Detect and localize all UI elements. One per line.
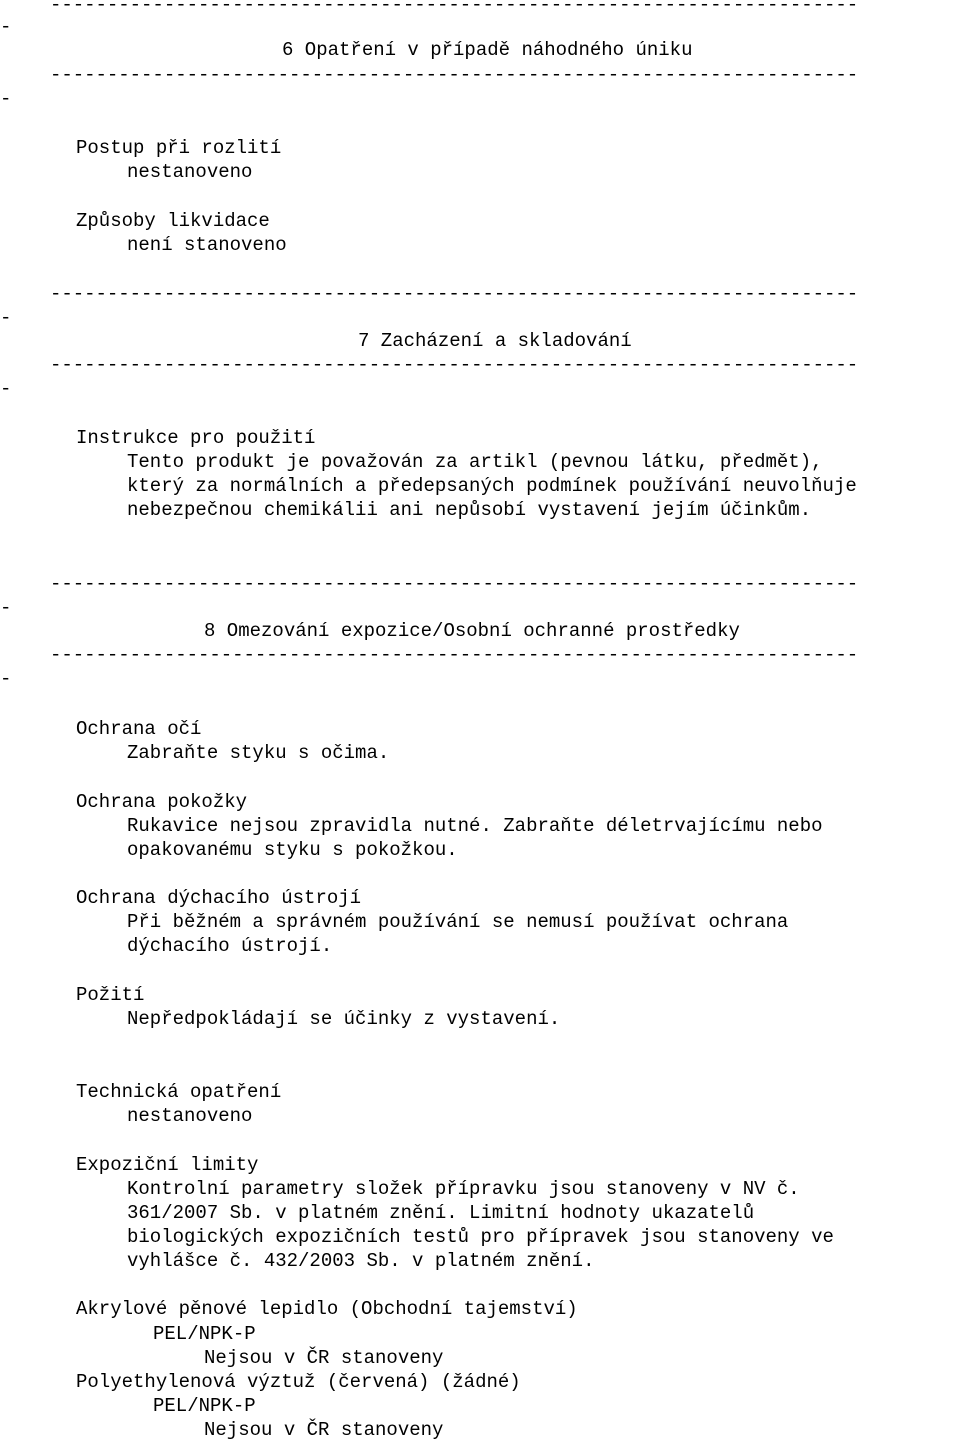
item-label: Ochrana očí [76, 718, 202, 740]
section-rule-top: ----------------------------------------------------------------------- [50, 0, 859, 12]
item-value: biologických expozičních testů pro přípravek jsou stanoveny ve [127, 1226, 834, 1248]
section-rule-top: ----------------------------------------------------------------------- [50, 287, 859, 301]
item-value: Nepředpokládají se účinky z vystavení. [127, 1008, 561, 1030]
item-value: který za normálních a předepsaných podmínek používání neuvolňuje [127, 475, 857, 497]
section-8-heading: 8 Omezování expozice/Osobní ochranné prostředky [204, 620, 740, 642]
line-marker: - [0, 597, 12, 619]
component-limit-value: Nejsou v ČR stanoveny [204, 1347, 444, 1369]
component-name: Akrylové pěnové lepidlo (Obchodní tajemství) [76, 1298, 578, 1320]
item-value: Zabraňte styku s očima. [127, 742, 390, 764]
item-value: 361/2007 Sb. v platném znění. Limitní hodnoty ukazatelů [127, 1202, 755, 1224]
section-rule-top: ----------------------------------------------------------------------- [50, 577, 859, 591]
item-label: Ochrana dýchacího ústrojí [76, 887, 362, 909]
item-label: Požití [76, 984, 145, 1006]
line-marker: - [0, 16, 12, 38]
component-name: Polyethylenová výztuž (červená) (žádné) [76, 1371, 521, 1393]
item-value: není stanoveno [127, 234, 287, 256]
item-label: Technická opatření [76, 1081, 282, 1103]
item-value: Při běžném a správném používání se nemusí používat ochrana [127, 911, 789, 933]
component-limit-type: PEL/NPK-P [153, 1323, 256, 1345]
line-marker: - [0, 88, 12, 110]
item-value: vyhlášce č. 432/2003 Sb. v platném znění. [127, 1250, 595, 1272]
line-marker: - [0, 378, 12, 400]
item-label: Instrukce pro použití [76, 427, 316, 449]
item-value: dýchacího ústrojí. [127, 935, 333, 957]
item-value: opakovanému styku s pokožkou. [127, 839, 458, 861]
component-limit-value: Nejsou v ČR stanoveny [204, 1419, 444, 1441]
section-7-heading: 7 Zacházení a skladování [358, 330, 632, 352]
item-label: Postup při rozlití [76, 137, 282, 159]
item-value: nebezpečnou chemikálii ani nepůsobí vystavení jejím účinkům. [127, 499, 812, 521]
line-marker: - [0, 668, 12, 690]
item-value: Kontrolní parametry složek přípravku jsou stanoveny v NV č. [127, 1178, 800, 1200]
section-rule-bottom: ----------------------------------------------------------------------- [50, 648, 859, 662]
item-value: Rukavice nejsou zpravidla nutné. Zabraňte déletrvajícímu nebo [127, 815, 823, 837]
item-value: nestanoveno [127, 1105, 253, 1127]
item-value: nestanoveno [127, 161, 253, 183]
section-6-heading: 6 Opatření v případě náhodného úniku [282, 39, 693, 61]
line-marker: - [0, 307, 12, 329]
section-rule-bottom: ----------------------------------------------------------------------- [50, 358, 859, 372]
item-label: Expoziční limity [76, 1154, 259, 1176]
item-label: Ochrana pokožky [76, 791, 248, 813]
item-label: Způsoby likvidace [76, 210, 270, 232]
item-value: Tento produkt je považován za artikl (pevnou látku, předmět), [127, 451, 823, 473]
section-rule-bottom: ----------------------------------------------------------------------- [50, 68, 859, 82]
component-limit-type: PEL/NPK-P [153, 1395, 256, 1417]
